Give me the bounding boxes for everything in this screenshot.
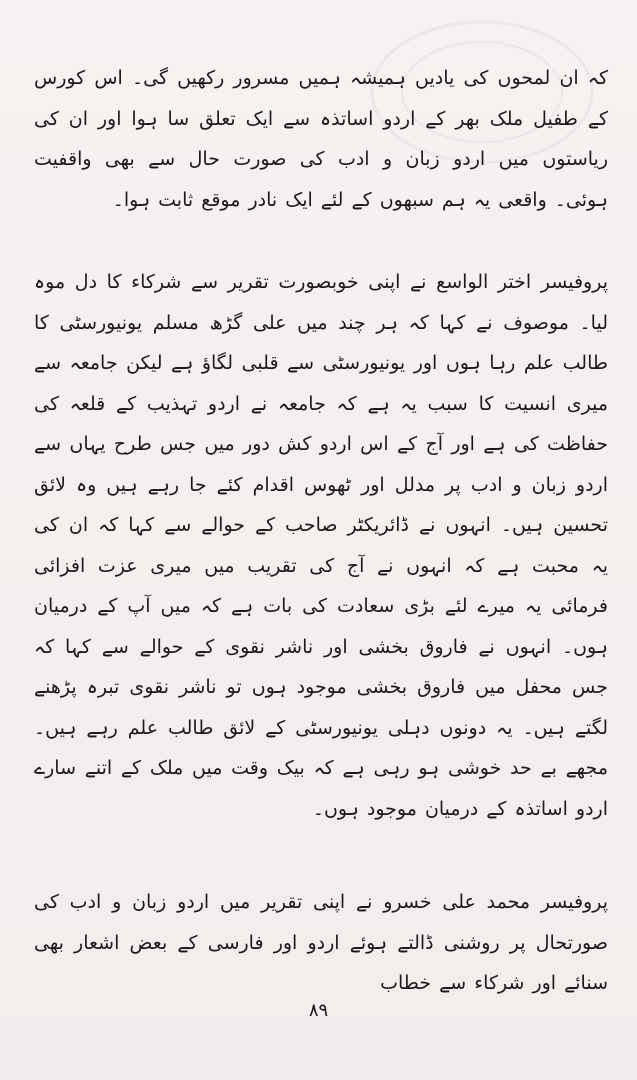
paragraph-2: پروفیسر اختر الواسع نے اپنی خوبصورت تقریر سے شرکاء کا دل موہ لیا۔ موصوف نے کہا کہ ہر چند میں علی گڑھ مسلم یونیورسٹی کا طالب علم رہا ہوں اور یونیورسٹی سے قلبی لگاؤ ہے لیکن جامعہ سے میری انسیت کا سبب یہ ہے کہ جامعہ نے اردو تہذیب کے قلعہ کی حفاظت کی ہے اور آج کے اس اردو کش دور میں جس طرح یہاں سے اردو زبان و ادب پر مدلل اور ٹھوس اقدام کئے جا رہے ہیں وہ لائق تحسین ہیں۔ انہوں نے ڈائریکٹر صاحب کے حوالے سے کہا کہ ان کی یہ محبت ہے کہ انہوں نے آج کی تقریب میں میری عزت افزائی فرمائی یہ میرے لئے بڑی سعادت کی بات ہے کہ میں آپ کے درمیان ہوں۔ انہوں نے فاروق بخشی اور ناشر نقوی کے حوالے سے کہا کہ جس محفل میں فاروق بخشی موجود ہوں تو ناشر نقوی تبرہ پڑھنے لگتے ہیں۔ یہ دونوں دہلی یونیورسٹی کے لائق طالب علم رہے ہیں۔ مجھے بے حد خوشی ہو رہی ہے کہ بیک وقت میں ملک کے اتنے سارے اردو اساتذہ کے درمیان موجود ہوں۔ [34,271,608,820]
paragraph-3: پروفیسر محمد علی خسرو نے اپنی تقریر میں اردو زبان و ادب کی صورتحال پر روشنی ڈالتے ہوئے اردو اور فارسی کے بعض اشعار بھی سنائے اور شرکاء سے خطاب [34,891,608,994]
page-number: ۸۹ [308,1000,329,1021]
paragraph-1: کہ ان لمحوں کی یادیں ہمیشہ ہمیں مسرور رکھیں گی۔ اس کورس کے طفیل ملک بھر کے اردو اساتذہ سے ایک تعلق سا ہوا اور ان کی ریاستوں میں اردو زبان و ادب کی صورت حال سے بھی واقفیت ہوئی۔ واقعی یہ ہم سبھوں کے لئے ایک نادر موقع ثابت ہوا۔ [34,67,608,211]
